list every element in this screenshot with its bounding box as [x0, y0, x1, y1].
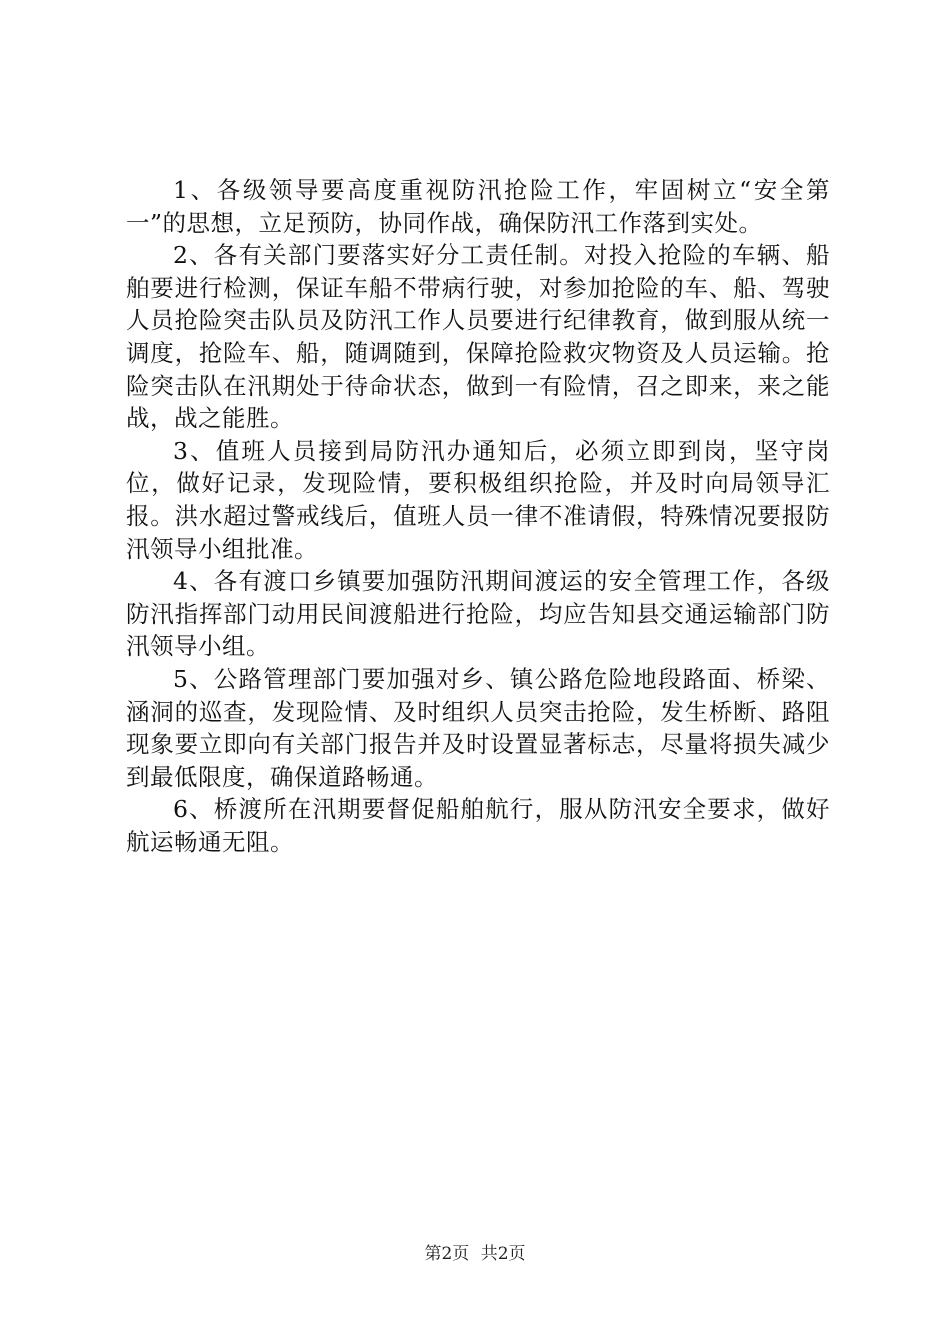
paragraph-2: 2、各有关部门要落实好分工责任制。对投入抢险的车辆、船舶要进行检测，保证车船不带病行驶，对参加抢险的车、船、驾驶人员抢险突击队员及防汛工作人员要进行纪律教育，做到服从统一调度，抢险车、船，随调随到，保障抢险救灾物资及人员运输。抢险突击队在汛期处于待命状态，做到一有险情，召之即来，来之能战，战之能胜。 — [126, 241, 830, 433]
paragraph-6: 6、桥渡所在汛期要督促船舶航行，服从防汛安全要求，做好航运畅通无阻。 — [126, 795, 830, 856]
document-body — [126, 174, 830, 858]
page-total: 共2页 — [480, 1244, 526, 1264]
paragraph-5: 5、公路管理部门要加强对乡、镇公路危险地段路面、桥梁、涵洞的巡查，发现险情、及时组织人员突击抢险，发生桥断、路阻现象要立即向有关部门报告并及时设置显著标志，尽量将损失减少到最低限度，确保道路畅通。 — [126, 664, 830, 791]
paragraph-1: 1、各级领导要高度重视防汛抢险工作，牢固树立“安全第一”的思想，立足预防，协同作战，确保防汛工作落到实处。 — [126, 176, 830, 237]
paragraph-4: 4、各有渡口乡镇要加强防汛期间渡运的安全管理工作，各级防汛指挥部门动用民间渡船进行抢险，均应告知县交通运输部门防汛领导小组。 — [126, 567, 830, 661]
paragraph-3: 3、值班人员接到局防汛办通知后，必须立即到岗，坚守岗位，做好记录，发现险情，要积极组织抢险，并及时向局领导汇报。洪水超过警戒线后，值班人员一律不准请假，特殊情况要报防汛领导小组批准。 — [126, 436, 830, 563]
page-footer — [0, 1243, 950, 1265]
page-number: 第2页 — [424, 1244, 470, 1264]
